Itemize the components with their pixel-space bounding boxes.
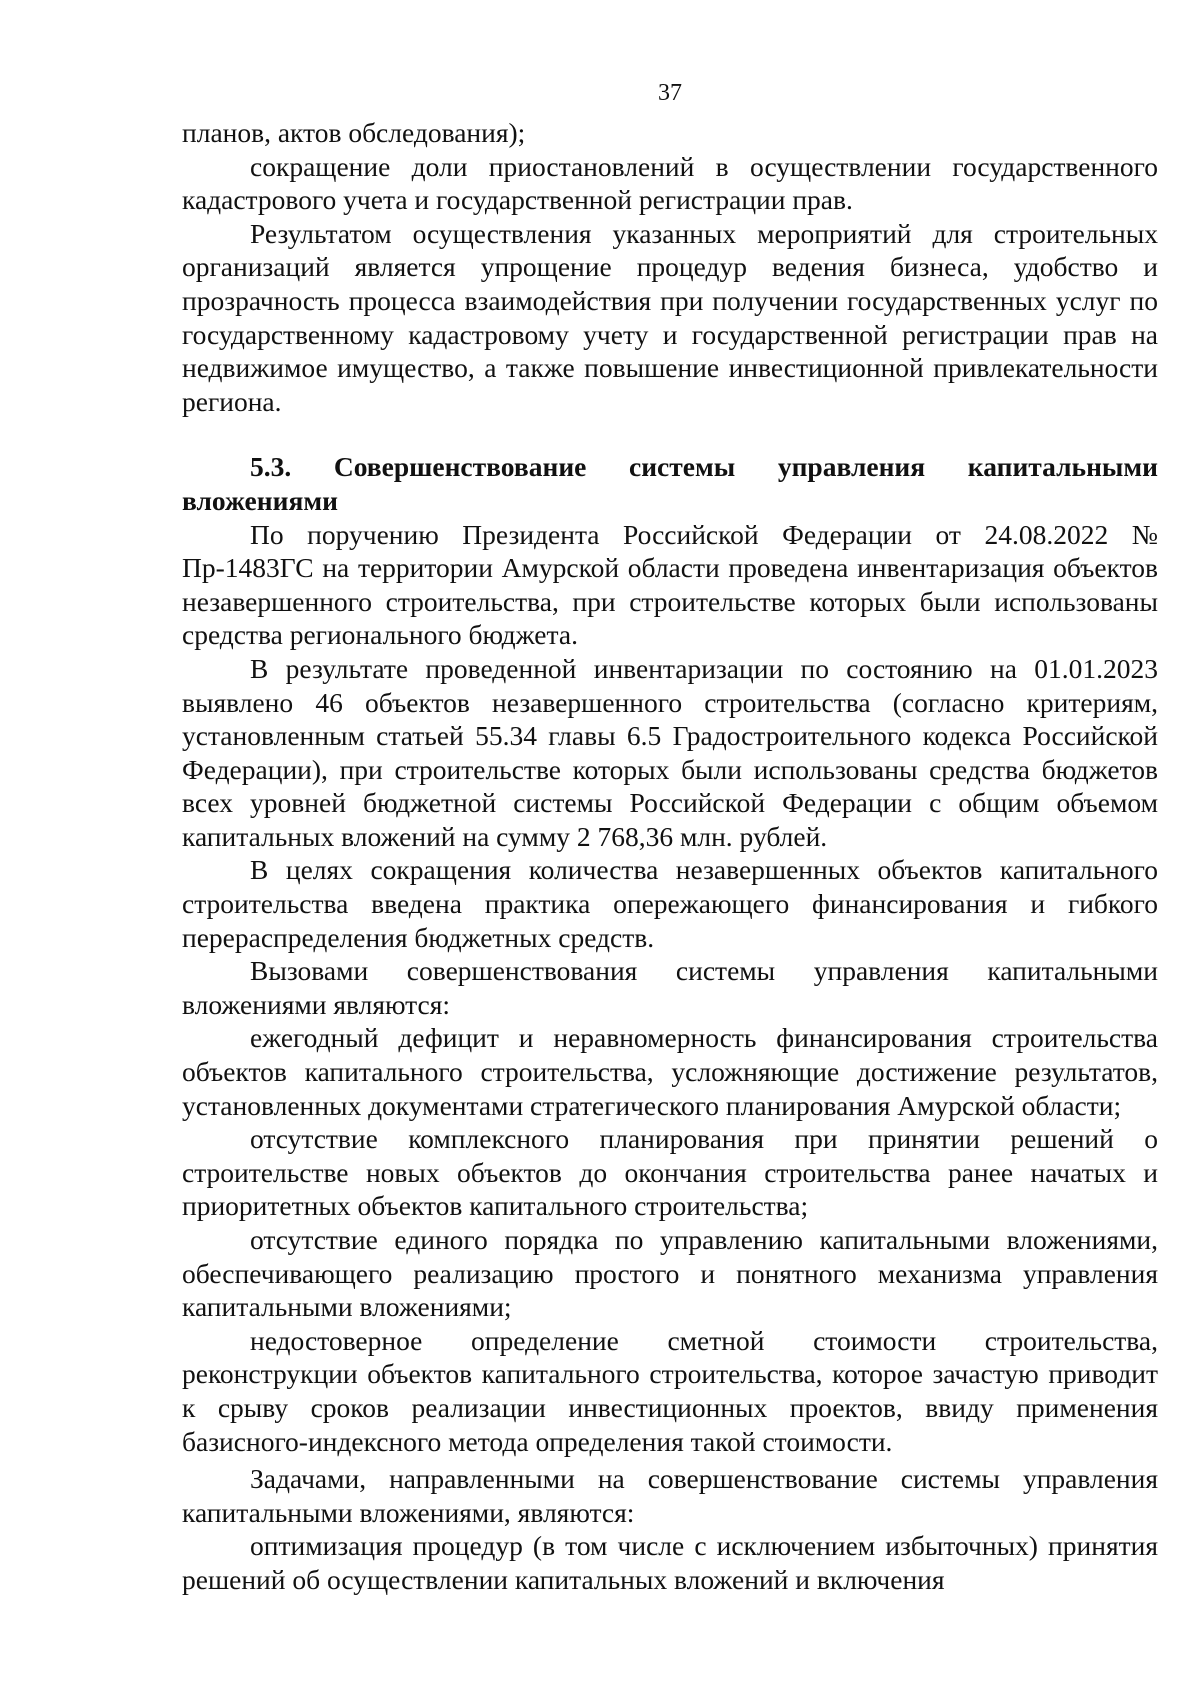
section-heading: 5.3. Совершенствование системы управления капитальными вложениями [182,451,1158,516]
paragraph-5: В результате проведенной инвентаризации по состоянию на 01.01.2023 выявлено 46 объектов незавершенного строительства (согласно критериям, установленным статьей 55.34 главы 6.5 Градостроительного кодекса Российской Федерации), при строительстве которых были использованы средства бюджетов всех уровней бюджетной системы Российской Федерации с общим объемом капитальных вложений на сумму 2 768,36 млн. рублей. [182,652,1158,852]
paragraph-12: Задачами, направленными на совершенствование системы управления капитальными вложениями, являются: [182,1463,1158,1528]
paragraph-9: отсутствие комплексного планирования при принятии решений о строительстве новых объектов до окончания строительства ранее начатых и приоритетных объектов капитального строительства; [182,1123,1158,1222]
page-number: 37 [658,80,682,106]
paragraph-8: ежегодный дефицит и неравномерность финансирования строительства объектов капитального строительства, усложняющие достижение результатов, установленных документами стратегического планирования Амурской области; [182,1022,1158,1121]
paragraph-13: оптимизация процедур (в том числе с исключением избыточных) принятия решений об осуществлении капитальных вложений и включения [182,1530,1158,1595]
paragraph-10: отсутствие единого порядка по управлению капитальными вложениями, обеспечивающего реализацию простого и понятного механизма управления капитальными вложениями; [182,1224,1158,1323]
paragraph-1: планов, актов обследования); [182,117,526,148]
paragraph-7: Вызовами совершенствования системы управления капитальными вложениями являются: [182,955,1158,1020]
paragraph-3: Результатом осуществления указанных мероприятий для строительных организаций является упрощение процедур ведения бизнеса, удобство и прозрачность процесса взаимодействия при получении государственных услуг по государственному кадастровому учету и государственной регистрации прав на недвижимое имущество, а также повышение инвестиционной привлекательности региона. [182,217,1158,417]
paragraph-11: недостоверное определение сметной стоимости строительства, реконструкции объектов капитального строительства, которое зачастую приводит к срыву сроков реализации инвестиционных проектов, ввиду применения базисного-индексного метода определения такой стоимости. [182,1324,1158,1457]
document-body [182,116,1158,1597]
paragraph-4: По поручению Президента Российской Федерации от 24.08.2022 № Пр-1483ГС на территории Амурской области проведена инвентаризация объектов незавершенного строительства, при строительстве которых были использованы средства регионального бюджета. [182,518,1158,651]
paragraph-6: В целях сокращения количества незавершенных объектов капитального строительства введена практика опережающего финансирования и гибкого перераспределения бюджетных средств. [182,854,1158,953]
paragraph-2: сокращение доли приостановлений в осуществлении государственного кадастрового учета и государственной регистрации прав. [182,150,1158,216]
